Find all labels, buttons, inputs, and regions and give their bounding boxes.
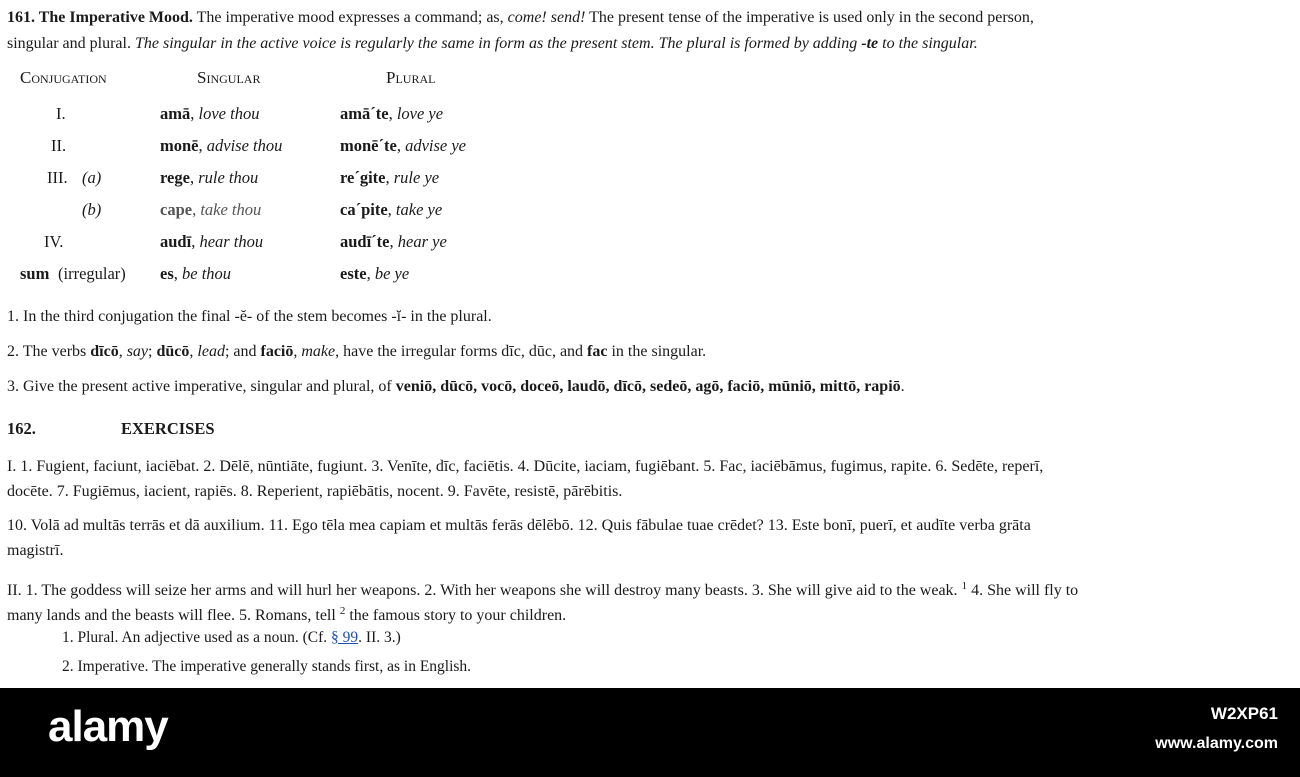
singular-gloss: advise thou	[206, 136, 283, 155]
exercise-3-line-2	[7, 599, 566, 628]
site-url: www.alamy.com	[1155, 735, 1278, 752]
conj-sublabel: (a)	[82, 168, 102, 187]
table-row: I. amā, love thou amā´te, love ye	[56, 104, 444, 123]
gloss-lead: lead	[197, 343, 225, 360]
plural-gloss: be ye	[374, 264, 410, 283]
conj-label: IV.	[44, 232, 64, 251]
exercise-3-line-2-text: many lands and the beasts will flee. 5. Romans, tell	[7, 607, 340, 624]
note-2-end: in the singular.	[607, 343, 707, 360]
conj-label: II.	[51, 136, 67, 155]
note-1: 1. In the third conjugation the final -ĕ- of the stem becomes -ĭ- in the plural.	[7, 308, 492, 325]
singular-form: audī	[160, 232, 192, 251]
plural-form: amā´te	[340, 104, 389, 123]
table-row: II. monē, advise thou monē´te, advise ye	[51, 136, 466, 155]
section-161-line-1	[7, 6, 1034, 30]
singular-gloss: rule thou	[198, 168, 259, 187]
singular-gloss: take thou	[200, 200, 262, 219]
section-161-heading: 161. The Imperative Mood.	[7, 9, 193, 26]
conj-label: sum	[20, 264, 50, 283]
exercise-1-line-1: I. 1. Fugient, faciunt, iaciēbat. 2. Dēlē, nūntiāte, fugiunt. 3. Venīte, dīc, faciētis. 4. Dūcite, iaciam, fugiēbant. 5. Fac, iaciēbāmus, fugimus, rapite. 6. Sedēte, reperī,	[7, 458, 1044, 475]
header-plural: Plural	[386, 68, 436, 87]
exercises-heading: EXERCISES	[121, 419, 215, 438]
section-99-link[interactable]: § 99	[331, 629, 359, 646]
exercise-1-line-2: docēte. 7. Fugiēmus, iacient, rapiēs. 8. Reperient, rapiēbātis, nocent. 9. Favēte, resistē, pārēbitis.	[7, 483, 623, 500]
watermark-bar	[0, 688, 1300, 777]
plural-form: monē´te	[340, 136, 397, 155]
table-row: III. (a) rege, rule thou re´gite, rule ye	[47, 168, 440, 187]
note-3	[7, 375, 905, 399]
note-2-and: and	[233, 343, 261, 360]
note-3-verbs: veniō, dūcō, vocō, doceō, laudō, dīcō, sedeō, agō, faciō, mūniō, mittō, rapiō	[395, 378, 901, 395]
plural-form: este	[340, 264, 367, 283]
note-3-text: 3. Give the present active imperative, singular and plural, of	[7, 378, 396, 395]
verb-dico: dīcō	[90, 343, 119, 360]
footnote-1	[62, 629, 401, 647]
note-2-text: 2. The verbs	[7, 343, 91, 360]
singular-form: monē	[160, 136, 199, 155]
table-header-row	[0, 68, 520, 100]
plural-gloss: rule ye	[393, 168, 440, 187]
header-singular: Singular	[197, 68, 261, 87]
footnote-1-end: . II. 3.)	[358, 629, 401, 646]
singular-form: amā	[160, 104, 191, 123]
footnote-2: 2. Imperative. The imperative generally stands first, as in English.	[62, 658, 472, 675]
exercise-2-line-2: magistrī.	[7, 542, 64, 559]
gloss-make: make	[301, 343, 336, 360]
singular-gloss: be thou	[182, 264, 232, 283]
table-row: (b) cape, take thou ca´pite, take ye	[82, 200, 443, 219]
singular-gloss: love thou	[198, 104, 260, 123]
line2-text: singular and plural.	[7, 35, 135, 52]
verb-facio: faciō	[260, 343, 294, 360]
exercise-3-text-cont: 4. She will fly to	[967, 582, 1079, 599]
line2-end: to the singular.	[878, 35, 978, 52]
conj-label: III.	[47, 168, 68, 187]
singular-form: rege	[160, 168, 190, 187]
note-2: 2. The verbs dīcō, say; dūcō, lead; and faciō, make, have the irregular forms dīc, dūc, and fac in the singular.	[7, 343, 707, 360]
singular-form: cape	[160, 200, 193, 219]
plural-form: audī´te	[340, 232, 390, 251]
plural-form: ca´pite	[340, 200, 388, 219]
gloss-say: say	[126, 343, 149, 360]
alamy-logo: alamy	[48, 702, 168, 751]
singular-gloss: hear thou	[199, 232, 264, 251]
verb-duco: dūcō	[156, 343, 190, 360]
exercise-2-line-1: 10. Volā ad multās terrās et dā auxilium. 11. Ego tēla mea capiam et multās ferās dēlēbō. 12. Quis fābulae tuae crēdet? 13. Este bonī, puerī, et audīte verba grāta	[7, 517, 1031, 534]
plural-gloss: love ye	[396, 104, 444, 123]
section-161-line-2	[7, 32, 978, 56]
note-2-forms: , have the irregular forms dīc, dūc, and	[335, 343, 588, 360]
plural-gloss: advise ye	[405, 136, 466, 155]
section-162-number: 162.	[7, 419, 36, 438]
exercise-3-text: II. 1. The goddess will seize her arms and will hurl her weapons. 2. With her weapons she will destroy many beasts. 3. She will give aid to the weak.	[7, 582, 962, 599]
singular-form: es	[160, 264, 174, 283]
image-id: W2XP61	[1210, 704, 1278, 723]
table-row: sum (irregular) es, be thou este, be ye	[20, 264, 410, 283]
line2-suffix: -te	[861, 35, 879, 52]
footnote-ref-2: 2	[339, 605, 346, 617]
plural-gloss: hear ye	[397, 232, 447, 251]
plural-gloss: take ye	[395, 200, 443, 219]
exercise-3-line-2-end: the famous story to your children.	[345, 607, 567, 624]
plural-form: re´gite	[340, 168, 386, 187]
intro-example: come! send!	[507, 9, 586, 26]
intro-text: The imperative mood expresses a command; as,	[192, 9, 508, 26]
footnote-1-text: 1. Plural. An adjective used as a noun. (Cf.	[62, 629, 332, 646]
footnote-ref-1: 1	[961, 580, 968, 592]
intro-text-cont: The present tense of the imperative is used only in the second person,	[585, 9, 1034, 26]
conj-sublabel: (irregular)	[58, 264, 126, 283]
form-fac: fac	[587, 343, 608, 360]
conj-sublabel: (b)	[82, 200, 102, 219]
table-row: IV. audī, hear thou audī´te, hear ye	[44, 232, 447, 251]
conj-label: I.	[56, 104, 66, 123]
note-3-end: .	[900, 378, 905, 395]
header-conjugation: Conjugation	[20, 68, 107, 87]
line2-rule: The singular in the active voice is regularly the same in form as the present stem. The plural is formed by adding	[134, 35, 862, 52]
